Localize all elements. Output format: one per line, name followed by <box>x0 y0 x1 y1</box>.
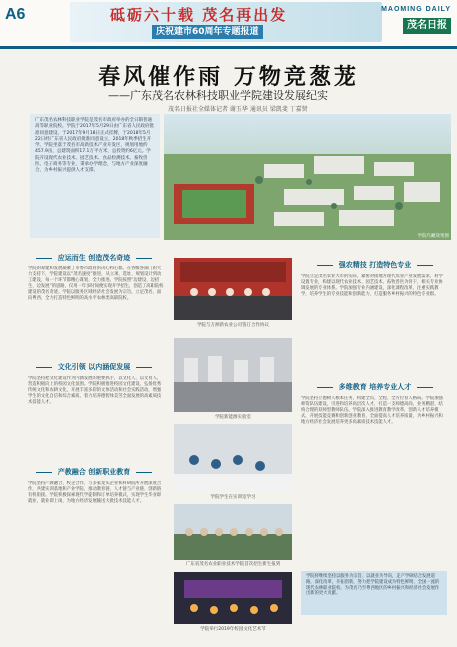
classroom-photo <box>174 424 292 492</box>
header-rule <box>0 46 457 49</box>
banner <box>70 2 382 42</box>
photo-caption: 学院学生在实训室学习 <box>210 495 256 500</box>
brand-latin: MAOMING DAILY <box>381 6 451 13</box>
newspaper-brand <box>381 6 451 34</box>
banner-subtitle: 庆祝建市60周年专题报道 <box>152 25 263 39</box>
photo-caption: 学院新能源实验室 <box>215 415 251 420</box>
festival-photo <box>174 572 292 624</box>
photo-festival <box>174 572 292 624</box>
photo-caption: 广东省茂名农业职业技术学院首次招生新生报到 <box>185 562 281 567</box>
section-title: 文化引领 以内涵促发展 <box>32 362 156 373</box>
section-body: 学院坚持立德树人根本任务，构建全员、全程、全方位育人格局。学院加强师资队伍建设，引进和培养高层次人才，打造一支师德高尚、业务精湛、结构合理的双师型教师队伍。学院深入推进教育教学改革，创新人才培养模式，开展技能竞赛和创新创业教育，全面提高人才培养质量，为乡村振兴和地方经济社会发展培养更多高素质技术技能人才。 <box>301 396 443 425</box>
closing-paragraph: 学院将继续坚持以服务为宗旨、以就业为导向，走产学研结合发展道路，深化改革，开拓创新，努力把学院建设成为特色鲜明、全国一流的现代农林职业院校，为茂名乃至粤西地区的乡村振兴和经济社会发展作出新的更大贡献。 <box>301 571 447 615</box>
page-number: A6 <box>5 6 26 23</box>
campus-aerial-image <box>164 114 451 240</box>
banner-title: 砥砺六十载 茂名再出发 <box>110 6 288 24</box>
section-title: 多维教育 培养专业人才 <box>313 382 437 393</box>
section-title: 应运而生 创造茂名奇迹 <box>32 253 156 264</box>
section-body: 学院立足茂名农业大市的实际，紧密对接地方现代农业产业发展需求，科学设置专业，构建以现代农业技术、园艺技术、畜牧兽医为骨干，相关专业协调发展的专业体系。学院加强专业内涵建设，深化课程改革，注重实践教学，培养学生的专业技能和创新能力，打造服务乡村振兴的特色专业群。 <box>301 274 443 297</box>
registration-photo <box>174 504 292 560</box>
aerial-illustration <box>164 114 451 240</box>
photo-lab <box>174 338 292 412</box>
signing-photo <box>174 258 292 320</box>
section-body: 学院的筹建和发展凝聚了市委市政府的决心和心血。在各级各部门的大力支持下，学院建设以“茂名速度”推进，从立项、选址、规划设计到动工建设，每一个环节都精心谋划、全力推进。学院按照“边建设、边招生、边发展”的思路，仅用一年多时间便实现开学招生，创造了高职院校建设的茂名奇迹。学院以服务区域经济社会发展为宗旨，立足茂名、面向粤西，全力打造特色鲜明的高水平农林类高职院校。 <box>28 266 164 301</box>
photo-registration <box>174 504 292 560</box>
brand-logo: 茂名日报 <box>403 18 451 34</box>
photo-caption: 学院与万洲新农业公司签订合作协议 <box>197 323 269 328</box>
section-title: 产教融合 创新职业教育 <box>32 467 156 478</box>
masthead <box>0 0 457 46</box>
lead-paragraph: 广东茂名农林科技职业学院是茂名市政府举办的全日制普通高等职业院校。学院于2017年5月29日由广东省人民政府批准同意建设，于2017年9月18日正式挂牌，于2018年5月22日经广东省人民政府批准同意设立，2018年秋季招生开学。学院坐落于茂名市高新技术产业开发区，规划用地约457.9亩，总建筑面积17.1万平方米，总投资约6亿元。学院开设现代农业技术、园艺技术、食品检测技术、畜牧兽医、电子商务等专业，秉承办学理念，与地方产业深度融合，为乡村振兴提供人才支撑。 <box>30 114 160 238</box>
photo-signing <box>174 258 292 320</box>
photo-classroom <box>174 424 292 492</box>
aerial-caption: 学院鸟瞰效果图 <box>417 234 449 239</box>
byline: 茂名日报社全媒体记者 谢玉华 通讯员 梁凯斐 丁嘉贤 <box>168 106 308 113</box>
lab-photo <box>174 338 292 412</box>
section-title: 强农精技 打造特色专业 <box>313 260 437 271</box>
subheadline: ——广东茂名农林科技职业学院建设发展纪实 <box>108 89 328 102</box>
photo-caption: 学院举行2019年校园文化艺术节 <box>200 627 266 632</box>
section-body: 学院坚持产教融合、校企合作，与多家龙头企业和科研院所开展深度合作，共建实训基地和产业学院，推动教育链、人才链与产业链、创新链有机衔接。学院积极探索现代学徒制和订单培养模式，实现学生毕业即就业，就业即上岗，为地方经济发展输送大批技术技能人才。 <box>28 481 162 504</box>
headline: 春风催作雨 万物竞葱茏 <box>98 64 359 90</box>
section-body: 学院坚持把文化建设作为内涵发展的重要抓手，以文化人、以文育人，营造积极向上的校园文化氛围。学院积极推进校园文化建设，弘扬优秀传统文化和农耕文化，开展丰富多彩的文体活动和社会实践活动，增强学生的文化自信和综合素质，着力培养德智体美劳全面发展的高素质技术技能人才。 <box>28 376 162 405</box>
